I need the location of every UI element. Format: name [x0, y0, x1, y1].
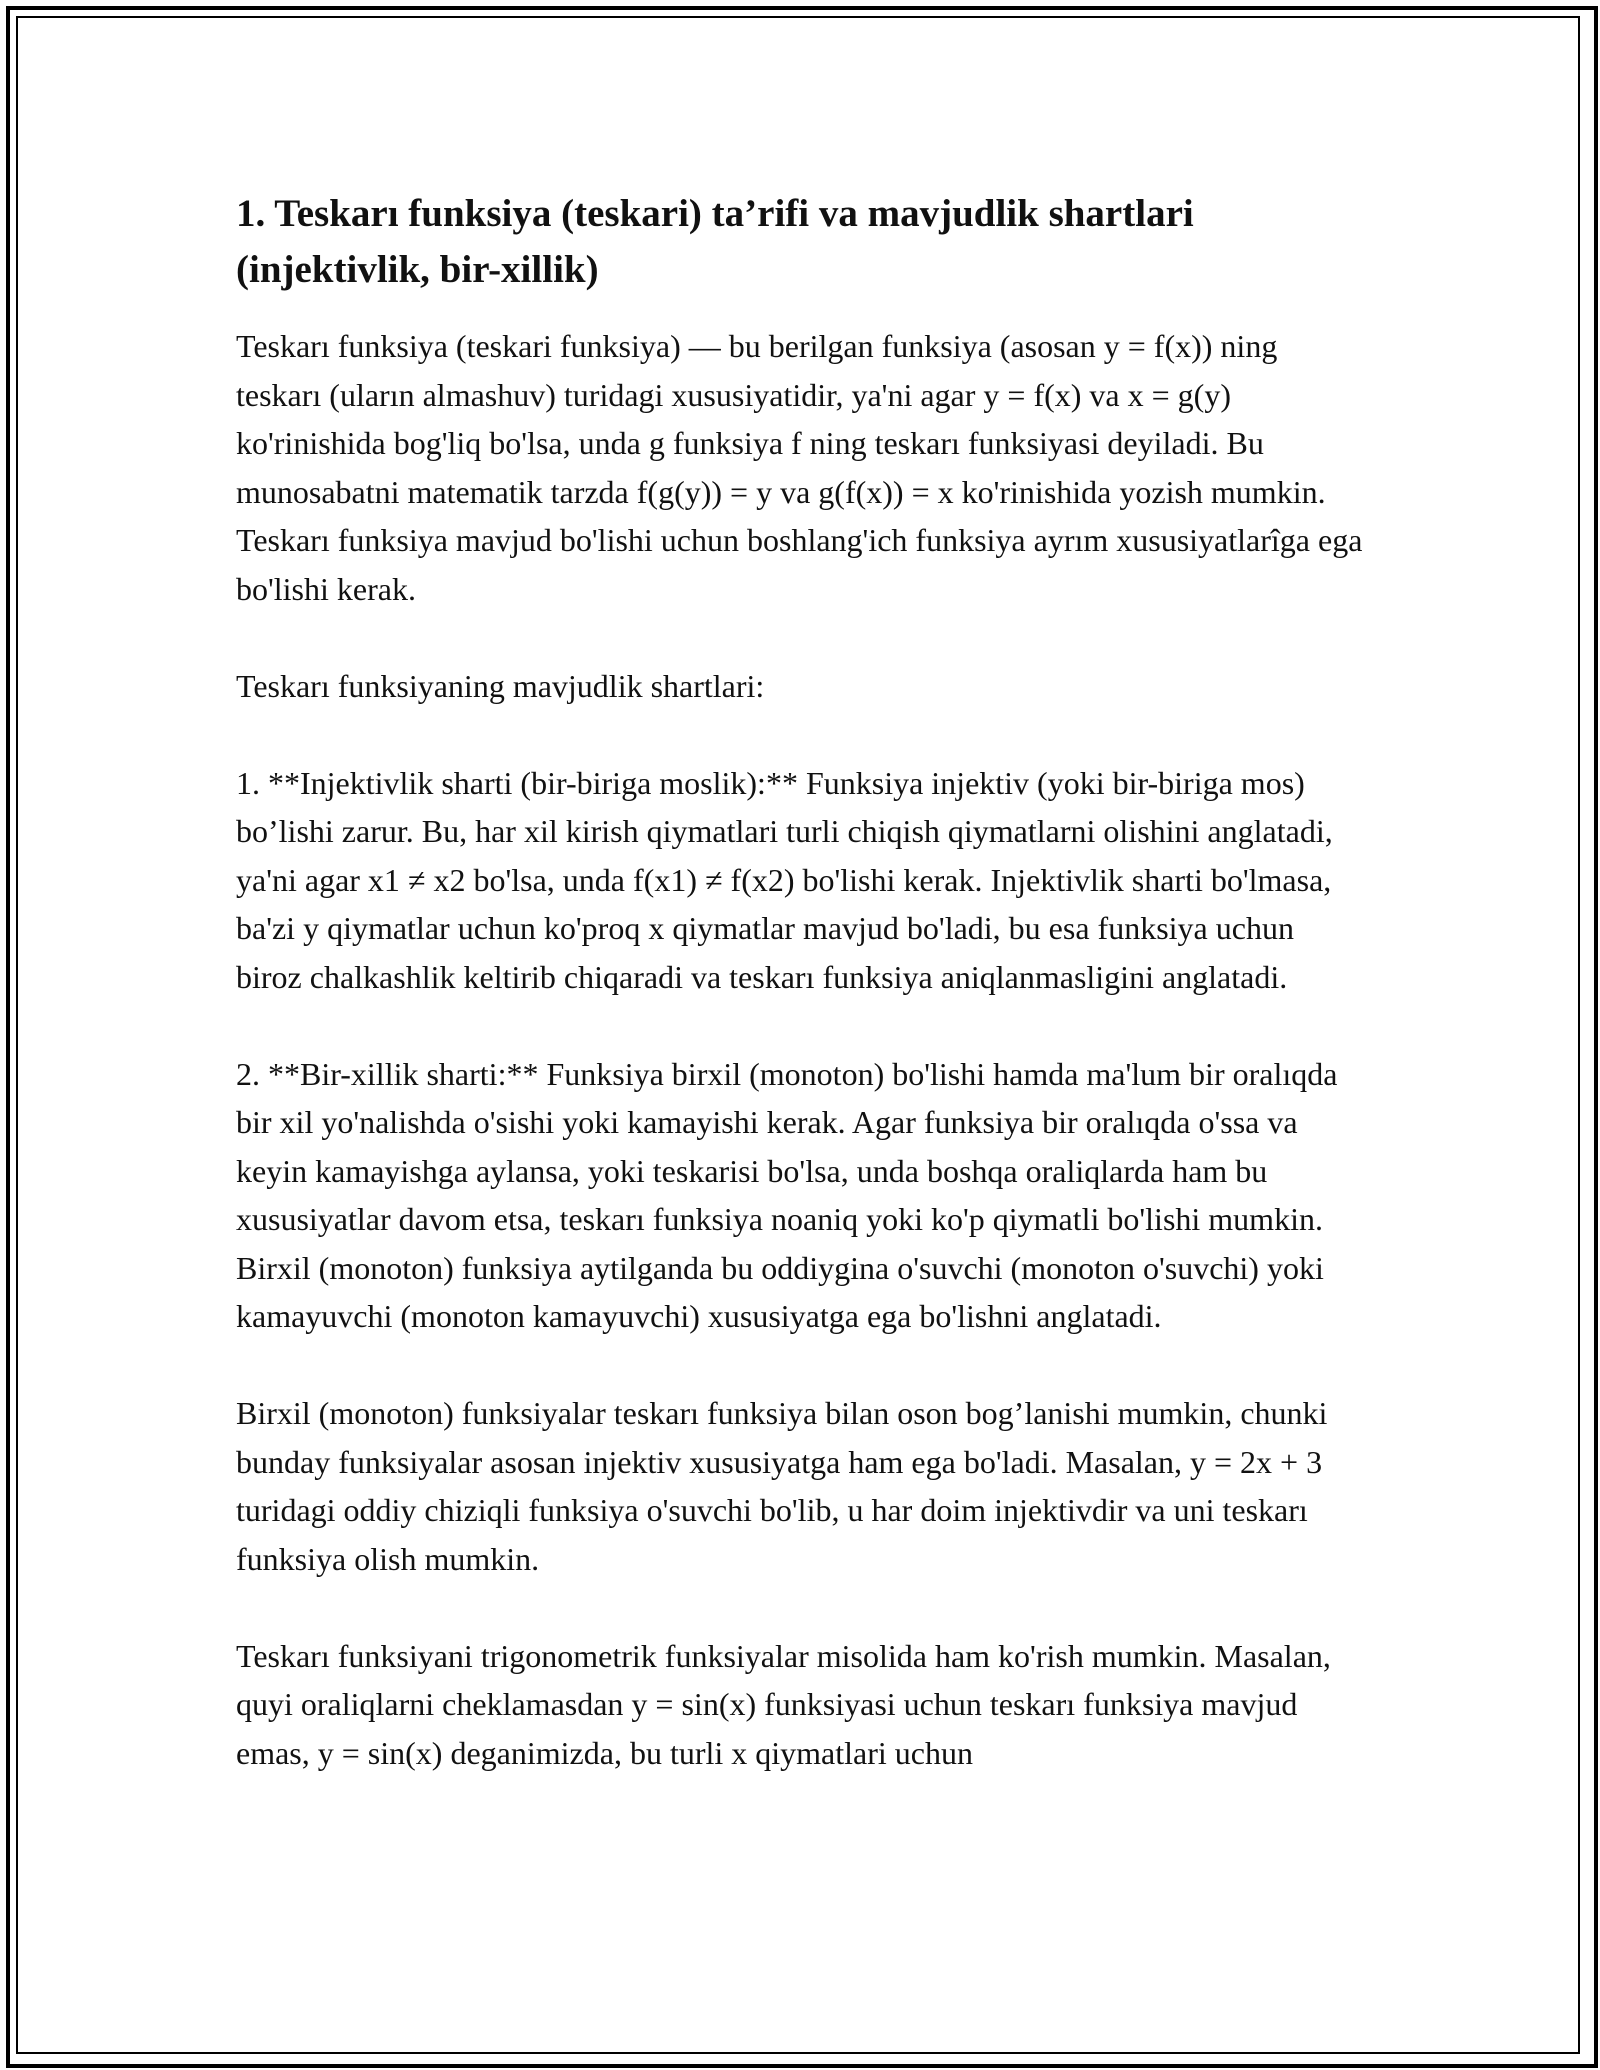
document-body [236, 186, 1366, 1777]
paragraph-monotone-example: Birxil (monoton) funksiyalar teskarı funksiya bilan oson bog’lanishi mumkin, chunki bunday funksiyalar asosan injektiv xususiyatga ham ega bo'ladi. Masalan, y = 2x + 3 turidagi oddiy chiziqli funksiya o'suvchi bo'lib, u har doim injektivdir va uni teskarı funksiya olish mumkin. [236, 1395, 1328, 1577]
paragraph-monotonicity: 2. **Bir-xillik sharti:** Funksiya birxil (monoton) bo'lishi hamda ma'lum bir oralıqda bir xil yo'nalishda o'sishi yoki kamayishi kerak. Agar funksiya bir oralıqda o'ssa va keyin kamayishga aylansa, yoki teskarisi bo'lsa, unda boshqa oraliqlarda ham bu xususiyatlar davom etsa, teskarı funksiya noaniq yoki ko'p qiymatli bo'lishi mumkin. Birxil (monoton) funksiya aytilganda bu oddiygina o'suvchi (monoton o'suvchi) yoki kamayuvchi (monoton kamayuvchi) xususiyatga ega bo'lishni anglatadi. [236, 1055, 1338, 1334]
paragraph-trigonometric: Teskarı funksiyani trigonometrik funksiyalar misolida ham ko'rish mumkin. Masalan, quyi oraliqlarni cheklamasdan y = sin(x) funksiyasi uchun teskarı funksiya mavjud emas, y = sin(x) deganimizda, bu turli x qiymatlari uchun [236, 1637, 1331, 1771]
section-heading: 1. Teskarı funksiya (teskari) ta’rifi va mavjudlik shartlari (injektivlik, bir-xillik) [236, 192, 1194, 291]
paragraph-conditions-intro: Teskarı funksiyaning mavjudlik shartlari: [236, 667, 765, 704]
paragraph-injectivity: 1. **Injektivlik sharti (bir-biriga moslik):** Funksiya injektiv (yoki bir-biriga mos) bo’lishi zarur. Bu, har xil kirish qiymatlari turli chiqish qiymatlarni olishini anglatadi, ya'ni agar x1 ≠ x2 bo'lsa, unda f(x1) ≠ f(x2) bo'lishi kerak. Injektivlik sharti bo'lmasa, ba'zi y qiymatlar uchun ko'proq x qiymatlar mavjud bo'ladi, bu esa funksiya uchun biroz chalkashlik keltirib chiqaradi va teskarı funksiya aniqlanmasligini anglatadi. [236, 764, 1333, 995]
paragraph-definition: Teskarı funksiya (teskari funksiya) — bu berilgan funksiya (asosan y = f(x)) ning teskarı (uların almashuv) turidagi xususiyatidir, ya'ni agar y = f(x) va x = g(y) ko'rinishida bog'liq bo'lsa, unda g funksiya f ning teskarı funksiyasi deyiladi. Bu munosabatni matematik tarzda f(g(y)) = y va g(f(x)) = x ko'rinishida yozish mumkin. Teskarı funksiya mavjud bo'lishi uchun boshlang'ich funksiya ayrım xususiyatlarîga ega bo'lishi kerak. [236, 328, 1363, 607]
